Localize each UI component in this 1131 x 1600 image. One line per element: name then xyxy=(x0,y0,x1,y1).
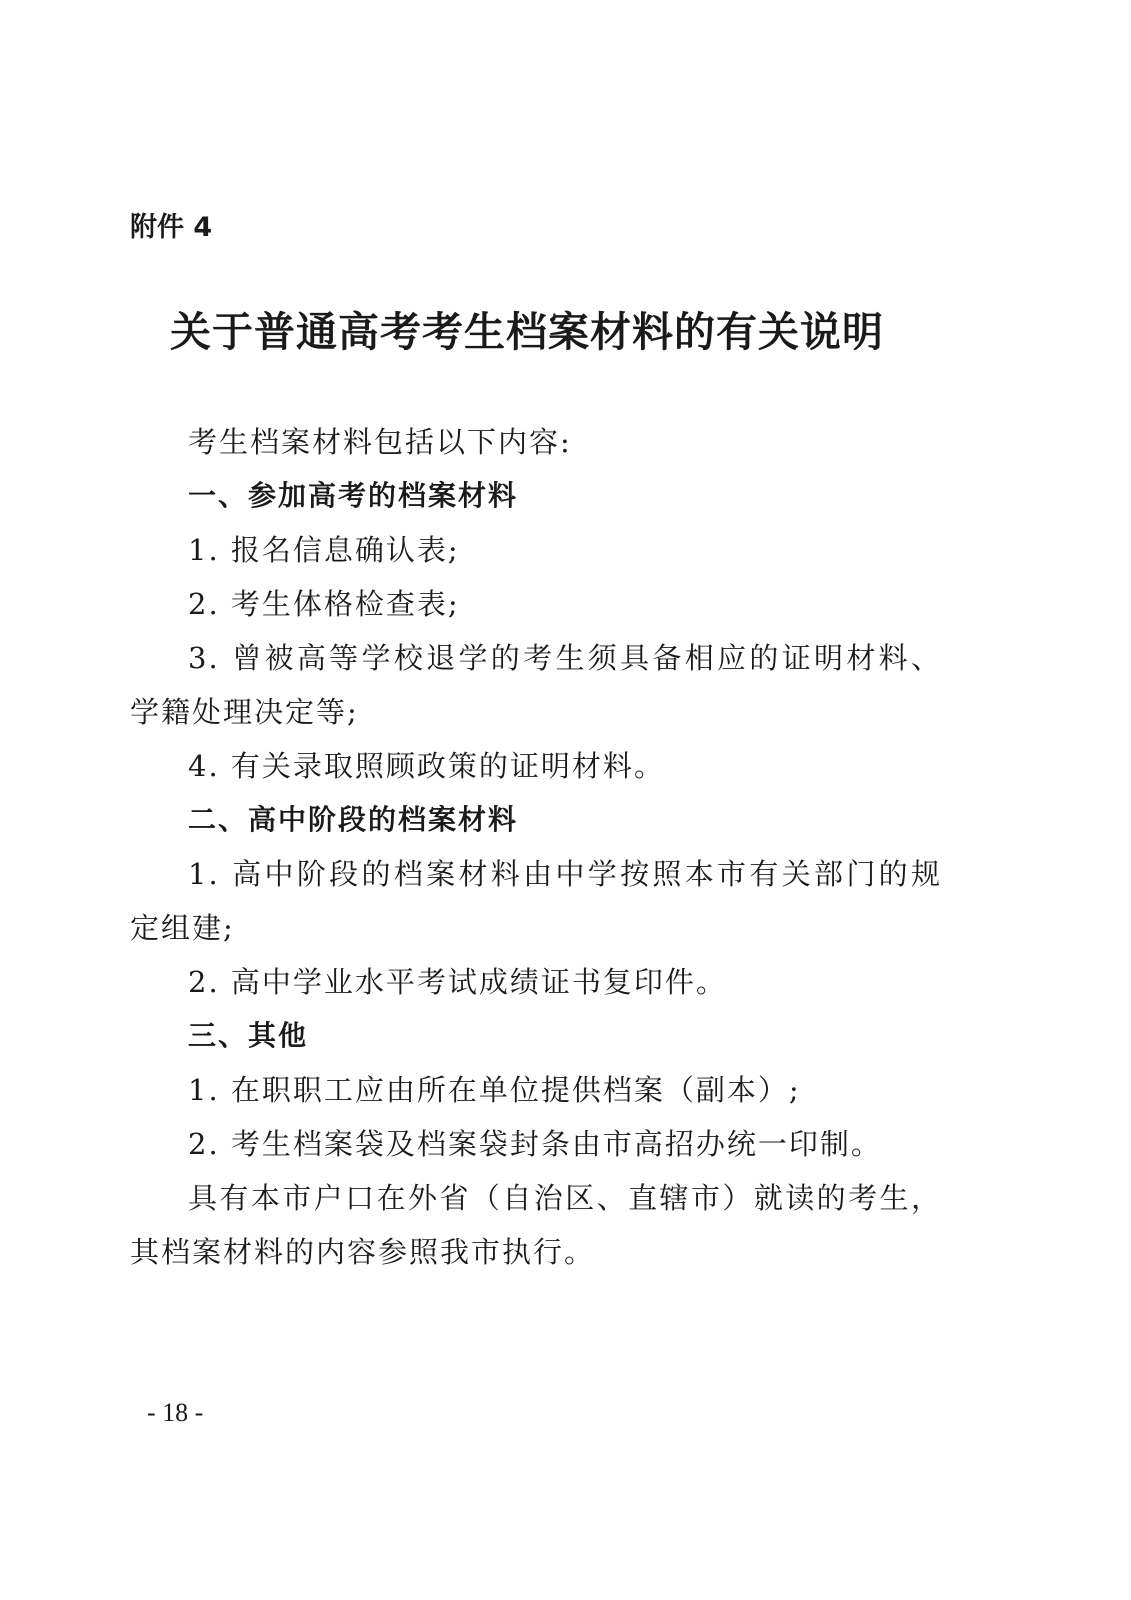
document-body xyxy=(130,415,942,1279)
list-item: 2. 考生档案袋及档案袋封条由市高招办统一印制。 xyxy=(188,1127,882,1161)
attachment-label: 附件 4 xyxy=(130,212,213,243)
closing-paragraph: 具有本市户口在外省（自治区、直辖市）就读的考生，其档案材料的内容参照我市执行。 xyxy=(130,1181,942,1269)
list-item: 2. 高中学业水平考试成绩证书复印件。 xyxy=(188,965,727,999)
section-heading-1: 一、参加高考的档案材料 xyxy=(188,479,519,512)
intro-paragraph: 考生档案材料包括以下内容: xyxy=(188,425,572,459)
page-number: - 18 - xyxy=(147,1398,204,1427)
list-item: 2. 考生体格检查表; xyxy=(188,587,460,621)
list-item: 4. 有关录取照顾政策的证明材料。 xyxy=(188,749,665,783)
list-item: 1. 报名信息确认表; xyxy=(188,533,460,567)
document-title: 关于普通高考考生档案材料的有关说明 xyxy=(170,308,884,356)
section-heading-2: 二、高中阶段的档案材料 xyxy=(188,803,519,836)
list-item: 3. 曾被高等学校退学的考生须具备相应的证明材料、学籍处理决定等; xyxy=(130,641,942,729)
section-heading-3: 三、其他 xyxy=(188,1019,309,1052)
list-item: 1. 高中阶段的档案材料由中学按照本市有关部门的规定组建; xyxy=(130,857,942,945)
list-item: 1. 在职职工应由所在单位提供档案（副本）; xyxy=(188,1073,801,1107)
